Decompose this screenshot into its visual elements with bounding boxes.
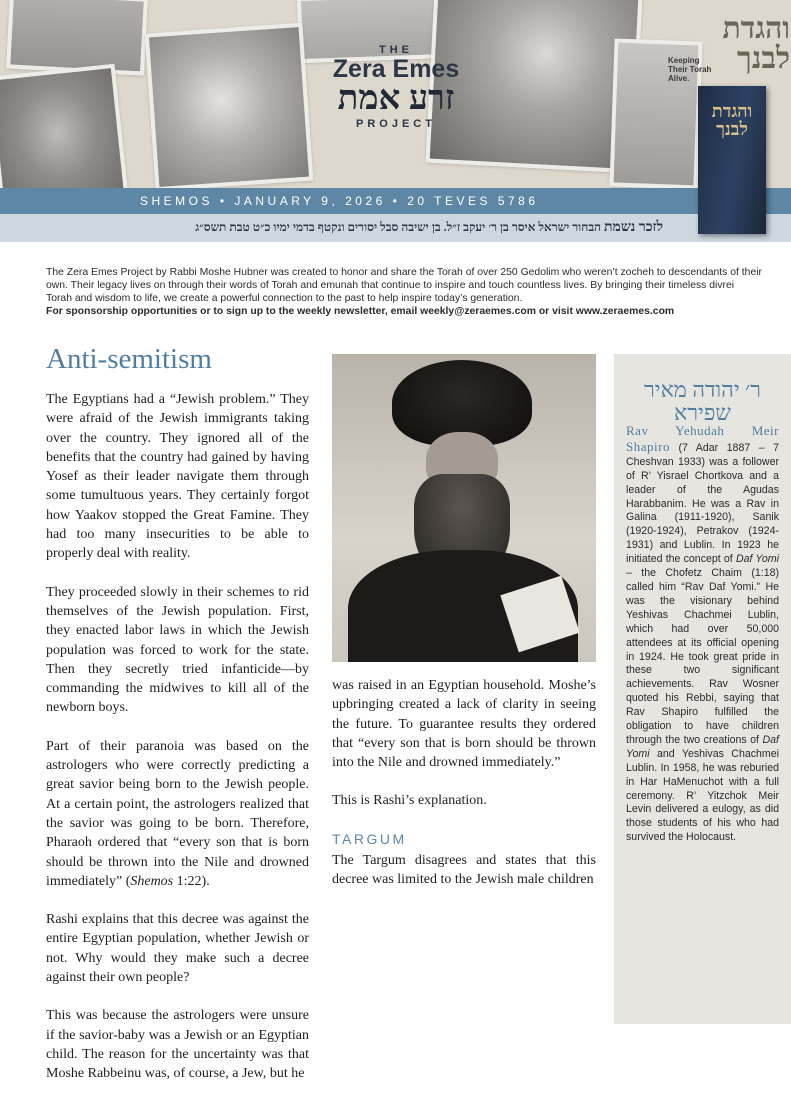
book-cover-title: והגדת לבנך xyxy=(711,101,753,139)
article-paragraph: was raised in an Egyptian household. Moshe’s upbringing created a lack of clarity in seeing the future. To guarantee results they ordered that “every son that is born should be thrown into the Nile and drowned immediately.” xyxy=(332,678,596,771)
logo-hebrew: זרע אמת xyxy=(337,80,455,117)
book-tagline: Keeping Their Torah Alive. xyxy=(668,56,712,83)
dedication xyxy=(195,220,663,236)
date-line: SHEMOS • JANUARY 9, 2026 • 20 TEVES 5786 xyxy=(140,194,539,208)
biography-sidebar xyxy=(614,354,791,1024)
sidebar-hebrew-name: ר׳ יהודה מאיר שפירא xyxy=(644,377,761,425)
article-paragraph: This was because the astrologers were unsure if the savior-baby was a Jewish or an Egyptian child. The reason for the uncertainty was that Moshe Rabbeinu was, of course, a Jew, but he xyxy=(46,1008,309,1082)
sponsorship-line: For sponsorship opportunities or to sign up to the weekly newsletter, email weekly@zeraemes.com or visit www.zeraemes.com xyxy=(46,306,675,317)
bio-text: – the Chofetz Chaim (1:18) called him “Rav Daf Yomi.” He was the visionary behind Yeshivas Chachmei Lublin, which had over 50,000 attendees at its official opening in 1924. He took great pride in these two significant achievements. Rav Wosner quoted his Rebbi, saying that Rav Shapiro fulfilled the obligation to have children through the two creations of xyxy=(626,567,779,746)
logo-english: Zera Emes xyxy=(332,55,460,83)
paragraph-text: Part of their paranoia was based on the astrologers who were correctly predicting a great savior being born to the Jewish people. At a certain point, the astrologers realized that the savior was going to be born. Therefore, Pharaoh ordered that “every son that is born should be thrown into the Nile and drowned immediately” ( xyxy=(46,738,309,889)
article-title: Anti-semitism xyxy=(46,343,212,375)
article-paragraph: They proceeded slowly in their schemes to rid themselves of the Jewish population. First, they enacted labor laws in which the Jewish population was forced to work for the state. Then they secretly tried infanticide—by commanding the midwives to kill all of the newborn boys. xyxy=(46,584,309,716)
logo-project: PROJECT xyxy=(356,118,436,130)
article-column-2 xyxy=(332,676,596,909)
citation: Shemos xyxy=(130,873,174,889)
bio-text: (7 Adar 1887 – 7 Cheshvan 1933) was a follower of R’ Yisrael Chortkova and a leader of the Agudas Harabbanim. He was a Rav in Galina (1911-1920), Sanik (1920-1924), Petrakov (1924-1931) and Lublin. In 1923 he initiated the concept of xyxy=(626,441,779,566)
book-title-hebrew: והגדת לבנך xyxy=(722,12,790,75)
rabbi-portrait-photo xyxy=(332,354,596,662)
bio-text: and Yeshivas Chachmei Lublin. In 1958, he was reburied in Har HaMenuchot with a full ceremony. R’ Yitzchok Meir Levin delivered a eulogy, as did those students of his who had survived the Holocaust. xyxy=(626,747,779,844)
header-banner xyxy=(0,0,791,188)
bio-term: Daf Yomi xyxy=(735,553,779,566)
sidebar-biography xyxy=(626,424,779,845)
sidebar-english-name: Rav Yehudah Meir Shapiro xyxy=(626,423,779,454)
intro-block xyxy=(46,266,762,318)
intro-text: The Zera Emes Project by Rabbi Moshe Hubner was created to honor and share the Torah of over 250 Gedolim who weren’t zocheh to descendants of their own. Their legacy lives on through their words of Torah and emunah that continue to inspire and touch countless lives. By bringing their timeless divrei Torah and wisdom to life, we create a powerful connection to the past to help inspire today’s generation. xyxy=(46,267,763,304)
article-paragraph: The Targum disagrees and states that this decree was limited to the Jewish male children xyxy=(332,853,596,888)
dedication-bar xyxy=(0,214,791,242)
targum-heading: TARGUM xyxy=(332,830,407,847)
date-bar xyxy=(0,188,791,214)
article-paragraph xyxy=(46,737,309,891)
bio-term: Daf Yomi xyxy=(626,733,779,760)
dedication-text: הבחור ישראל איסר בן ר׳ יעקב ז״ל. בן ישיבה סבל יסורים ונקטף בדמי ימיו כ״ט טבת תשס״ג xyxy=(195,220,602,234)
article-paragraph: The Egyptians had a “Jewish problem.” They were afraid of the Jewish immigrants taking over the country. They ignored all of the benefits that the country had gained by having Yosef as their leader navigate them through some tumultuous years. They certainly forgot how Yaakov stopped the Great Famine. They had too many insecurities to be able to properly deal with reality. xyxy=(46,392,309,562)
zera-emes-logo xyxy=(296,44,496,130)
article-paragraph: Rashi explains that this decree was against the entire Egyptian population, whether Jewish or not. Why would they make such a decree against their own people? xyxy=(46,912,309,986)
article-column-1 xyxy=(46,390,309,1103)
paragraph-text: 1:22). xyxy=(173,873,210,889)
article-paragraph: This is Rashi’s explanation. xyxy=(332,793,487,809)
logo-the: THE xyxy=(379,44,413,56)
book-cover xyxy=(698,86,766,234)
dedication-lead: לזכר נשמת xyxy=(604,220,663,235)
